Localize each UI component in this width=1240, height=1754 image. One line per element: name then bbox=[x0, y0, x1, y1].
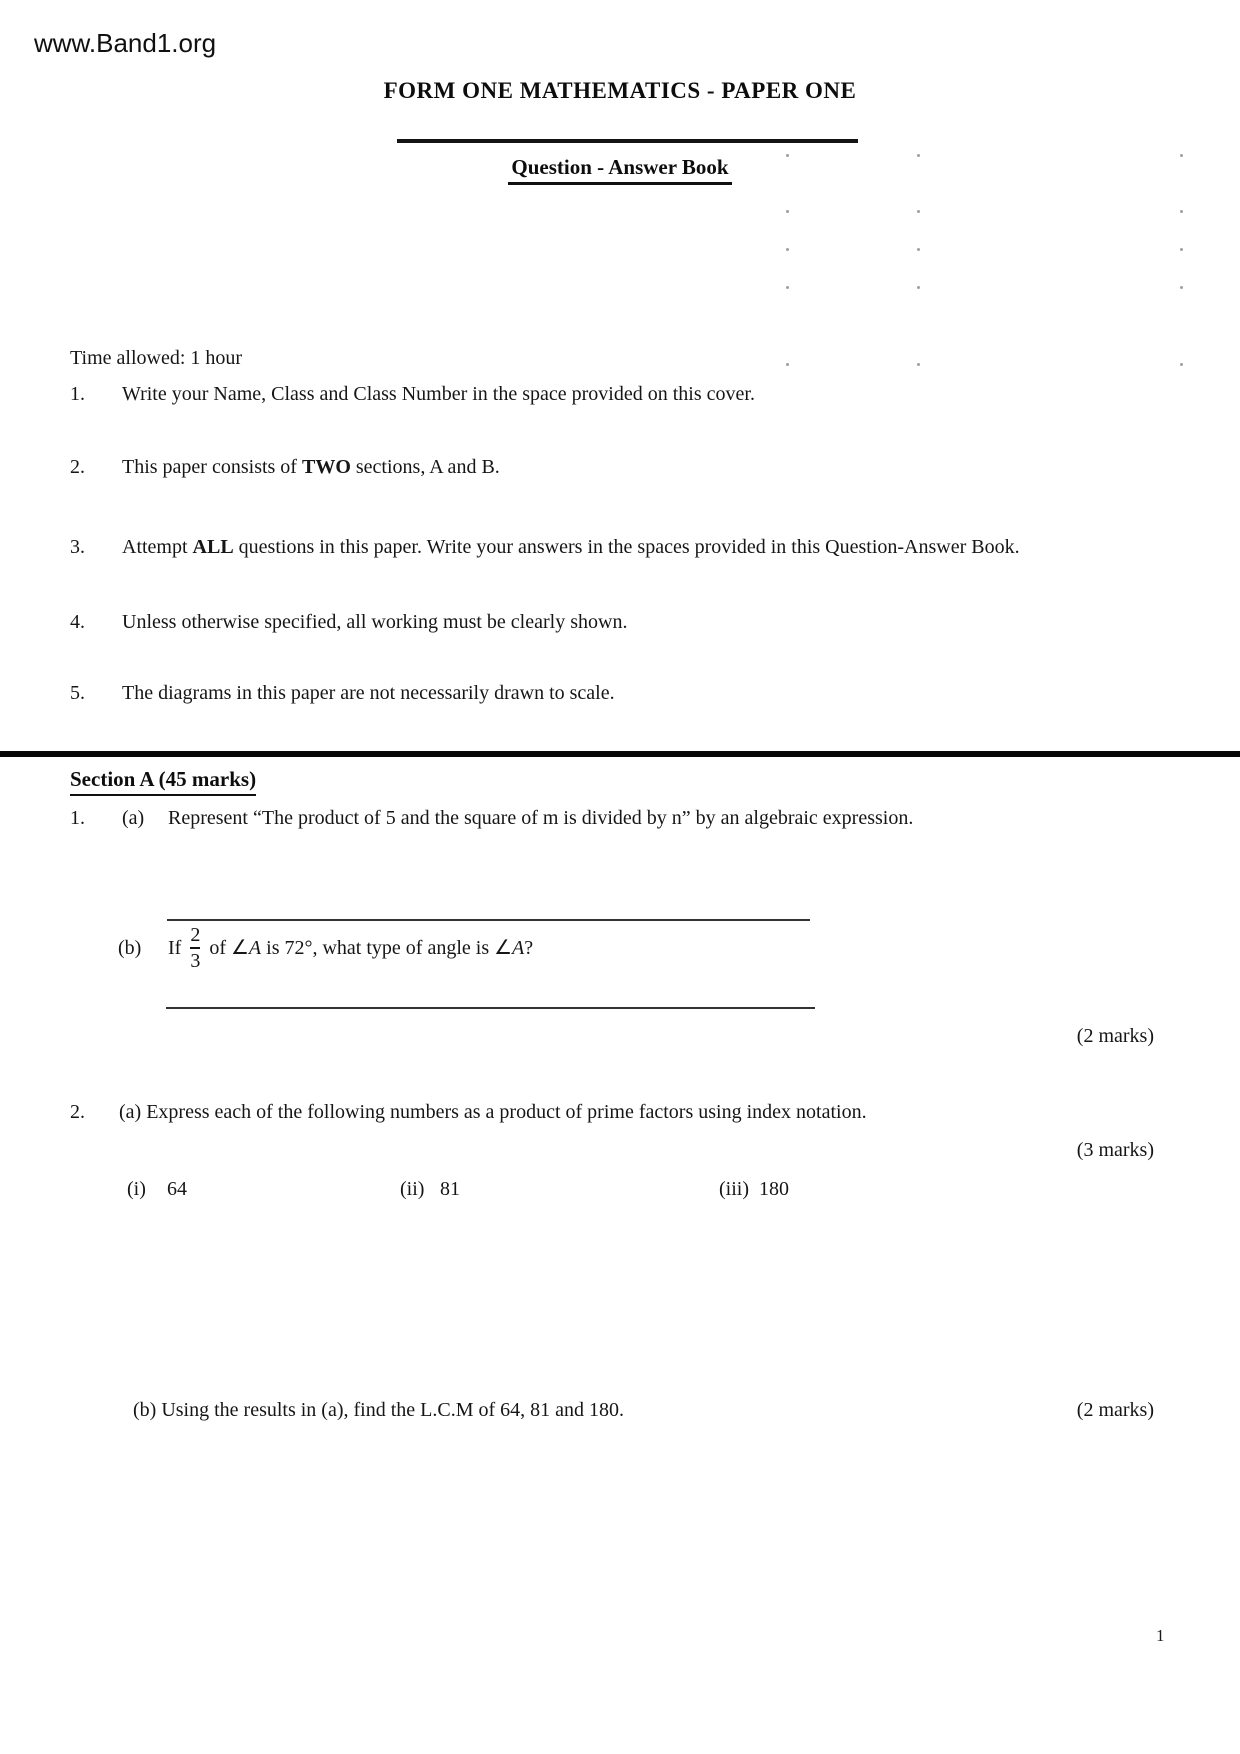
scan-dot bbox=[786, 210, 789, 213]
part-i bbox=[127, 1176, 187, 1202]
scan-dot bbox=[1180, 363, 1183, 366]
part-i-label: (i) bbox=[127, 1178, 146, 1200]
fraction-numerator: 2 bbox=[190, 924, 201, 946]
scan-dot bbox=[1180, 154, 1183, 157]
question-1b bbox=[118, 910, 533, 986]
instruction-text: This paper consists of TWO sections, A and B. bbox=[122, 456, 500, 478]
instruction-number: 4. bbox=[70, 611, 85, 633]
question-1a-label: (a) bbox=[122, 807, 145, 829]
scan-dot bbox=[786, 154, 789, 157]
section-a-heading: Section A (45 marks) bbox=[70, 767, 256, 796]
paper-title: FORM ONE MATHEMATICS - PAPER ONE bbox=[383, 78, 857, 103]
instruction-text: Unless otherwise specified, all working must be clearly shown. bbox=[122, 611, 628, 633]
site-watermark: www.Band1.org bbox=[34, 28, 217, 58]
time-allowed: Time allowed: 1 hour bbox=[70, 347, 243, 369]
scan-dot bbox=[917, 286, 920, 289]
marks-question-1b: (2 marks) bbox=[1076, 1025, 1154, 1047]
scan-dot bbox=[917, 248, 920, 251]
instruction-text: The diagrams in this paper are not necessarily drawn to scale. bbox=[122, 682, 615, 704]
part-ii-value: 81 bbox=[440, 1178, 460, 1200]
scan-dot bbox=[786, 363, 789, 366]
fraction-two-thirds bbox=[190, 924, 200, 972]
scan-dot bbox=[1180, 210, 1183, 213]
instruction-number: 2. bbox=[70, 456, 85, 478]
title-rule bbox=[397, 139, 858, 143]
part-iii bbox=[719, 1176, 789, 1202]
part-i-value: 64 bbox=[167, 1178, 187, 1200]
section-a-heading-wrap bbox=[70, 767, 256, 796]
question-1a bbox=[70, 805, 1205, 831]
instruction-1 bbox=[70, 381, 1205, 407]
paper-subtitle: Question - Answer Book bbox=[508, 155, 731, 185]
part-ii bbox=[400, 1176, 460, 1202]
fraction-bar bbox=[190, 947, 200, 949]
instruction-2 bbox=[70, 454, 1205, 480]
instruction-3 bbox=[70, 534, 1205, 560]
question-2b: (b) Using the results in (a), find the L.C.M of 64, 81 and 180. bbox=[133, 1399, 625, 1421]
marks-question-2b: (2 marks) bbox=[1076, 1399, 1154, 1421]
scan-dot bbox=[917, 363, 920, 366]
scan-dot bbox=[1180, 248, 1183, 251]
question-1b-if: If bbox=[168, 937, 182, 959]
marks-question-2a: (3 marks) bbox=[1076, 1139, 1154, 1161]
instruction-5 bbox=[70, 680, 1205, 706]
part-ii-label: (ii) bbox=[400, 1178, 425, 1200]
instruction-number: 3. bbox=[70, 536, 85, 558]
instruction-number: 1. bbox=[70, 383, 85, 405]
question-2a-text: (a) Express each of the following numbers as a product of prime factors using index notation. bbox=[119, 1101, 867, 1123]
scan-dot bbox=[786, 248, 789, 251]
subtitle-wrap bbox=[0, 155, 1240, 185]
part-iii-label: (iii) bbox=[719, 1178, 749, 1200]
question-1b-text: of ∠A is 72°, what type of angle is ∠A? bbox=[209, 937, 534, 959]
scan-dot bbox=[1180, 286, 1183, 289]
scan-dot bbox=[786, 286, 789, 289]
answer-line-1b bbox=[166, 1007, 815, 1009]
question-1-number: 1. bbox=[70, 807, 85, 829]
fraction-denominator: 3 bbox=[190, 950, 201, 972]
part-iii-value: 180 bbox=[759, 1178, 789, 1200]
question-2-number: 2. bbox=[70, 1101, 85, 1123]
instruction-number: 5. bbox=[70, 682, 85, 704]
question-2a bbox=[70, 1099, 1205, 1125]
scan-dot bbox=[917, 154, 920, 157]
scan-dot bbox=[917, 210, 920, 213]
instruction-text: Write your Name, Class and Class Number in the space provided on this cover. bbox=[122, 383, 755, 405]
page-number: 1 bbox=[1156, 1626, 1165, 1645]
section-divider-rule bbox=[0, 751, 1240, 757]
instruction-4 bbox=[70, 609, 1205, 635]
question-1a-text: Represent “The product of 5 and the square of m is divided by n” by an algebraic expression. bbox=[168, 807, 914, 829]
instruction-text: Attempt ALL questions in this paper. Write your answers in the spaces provided in this Question-Answer Book. bbox=[122, 536, 1020, 558]
question-1b-label: (b) bbox=[118, 937, 142, 959]
